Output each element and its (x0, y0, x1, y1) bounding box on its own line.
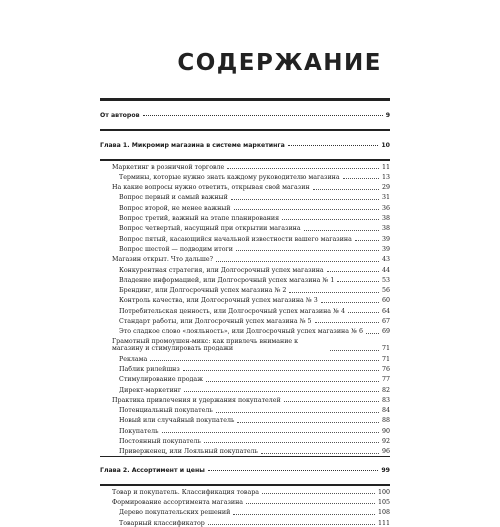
dot-leader (208, 470, 379, 471)
dot-leader (150, 360, 379, 361)
toc-page-number: 77 (381, 376, 390, 384)
toc-entry[interactable] (100, 171, 390, 181)
toc-entry-title: На какие вопросы нужно ответить, открывая свой магазин (112, 184, 310, 192)
toc-entry[interactable] (100, 383, 390, 393)
toc-entry-title: Формирование ассортимента магазина (112, 498, 244, 506)
toc-page-number: 71 (381, 345, 390, 353)
dot-leader (262, 493, 375, 494)
dot-leader (236, 250, 379, 251)
toc-entry-title: Стандарт работы, или Долгосрочный успех магазина № 5 (119, 318, 312, 326)
toc-entry-title: Вопрос третий, важный на этапе планирования (119, 215, 280, 223)
toc-entry[interactable] (100, 212, 390, 222)
toc-page-number: 83 (381, 396, 390, 404)
toc-entry[interactable] (100, 315, 390, 325)
toc-entry-title: Директ-маркетинг (119, 386, 182, 394)
toc-page-number: 60 (381, 297, 390, 305)
toc-entry-title: Стимулирование продаж (119, 376, 203, 384)
toc-entry[interactable] (100, 222, 390, 232)
toc-entry[interactable] (100, 373, 390, 383)
toc-entry-title: Новый или случайный покупатель (119, 417, 235, 425)
toc-page-number: 69 (381, 328, 390, 336)
toc-entry[interactable] (100, 486, 390, 496)
dot-leader (343, 178, 379, 179)
dot-leader (233, 514, 375, 515)
dot-leader (206, 381, 379, 382)
dot-leader (162, 432, 379, 433)
toc-entry[interactable] (100, 496, 390, 506)
dot-leader (231, 199, 379, 200)
toc-page-number: 44 (381, 266, 390, 274)
toc-entry-title: Дерево покупательских решений (119, 509, 231, 517)
toc-entry[interactable] (100, 274, 390, 284)
dot-leader (246, 503, 375, 504)
dot-leader (288, 145, 379, 146)
toc-entry-title: Это сладкое слово «лояльность», или Долгосрочный успех магазина № 6 (119, 328, 363, 336)
toc-entry-title: Вопрос шестой — подводим итоги (119, 245, 233, 253)
toc-entry-title: Практика привлечения и удержания покупателей (112, 396, 281, 404)
toc-page-number: 84 (381, 407, 390, 415)
toc-page-number: 38 (381, 225, 390, 233)
toc-chapter-ch1[interactable] (100, 131, 390, 161)
toc-entry[interactable] (100, 516, 390, 526)
toc-entry-title: Потребительская ценность, или Долгосрочный успех магазина № 4 (119, 307, 346, 315)
dot-leader (282, 219, 379, 220)
toc-entry[interactable] (100, 191, 390, 201)
dot-leader (337, 281, 379, 282)
toc-entry-title: Вопрос пятый, касающийся начальной известности вашего магазина (119, 235, 352, 243)
toc-entry-title: Вопрос четвертый, насущный при открытии магазина (119, 225, 301, 233)
toc-chapter-authors[interactable] (100, 101, 390, 131)
dot-leader (366, 333, 379, 334)
toc-page-number: 36 (381, 204, 390, 212)
toc-entry-title: Магазин открыт. Что дальше? (112, 256, 213, 264)
toc-chapter-ch2[interactable] (100, 456, 390, 486)
toc-page-number: 82 (381, 386, 390, 394)
toc-entry-title: Термины, которые нужно знать каждому руководителю магазина (119, 173, 340, 181)
dot-leader (216, 261, 379, 262)
toc-entry[interactable] (100, 284, 390, 294)
section-divider (100, 456, 390, 458)
toc-entry[interactable] (100, 325, 390, 335)
dot-leader (216, 412, 379, 413)
dot-leader (204, 442, 379, 443)
toc-entry[interactable] (100, 435, 390, 445)
toc-page-number: 88 (381, 417, 390, 425)
toc-entry-title: От авторов (100, 112, 140, 119)
toc-entry-title: Маркетинг в розничной торговле (112, 163, 225, 171)
toc-page-number: 96 (381, 448, 390, 456)
page-title: СОДЕРЖАНИЕ (177, 50, 382, 76)
toc-entry[interactable] (100, 161, 390, 171)
toc-page-number: 9 (385, 112, 390, 119)
toc-page-number: 39 (381, 245, 390, 253)
toc-page-number: 39 (381, 235, 390, 243)
dot-leader (284, 401, 379, 402)
dot-leader (237, 422, 379, 423)
toc-entry-title: Товар и покупатель. Классификация товара (112, 488, 260, 496)
toc-entry-title: Брендинг, или Долгосрочный успех магазина № 2 (119, 287, 287, 295)
toc-entry[interactable] (100, 394, 390, 404)
toc-page-number: 67 (381, 318, 390, 326)
toc-entry[interactable] (100, 202, 390, 212)
dot-leader (208, 524, 375, 525)
dot-leader (315, 322, 379, 323)
toc-entry-title: Постоянный покупатель (119, 438, 201, 446)
toc-entry[interactable] (100, 181, 390, 191)
toc-entry-title: Вопрос первый и самый важный (119, 194, 228, 202)
dot-leader (184, 391, 379, 392)
dot-leader (261, 453, 379, 454)
toc-page-number: 43 (381, 256, 390, 264)
toc-entry[interactable] (100, 294, 390, 304)
toc-entry[interactable] (100, 353, 390, 363)
toc-page-number: 13 (381, 173, 390, 181)
dot-leader (327, 271, 379, 272)
toc-page-number: 90 (381, 427, 390, 435)
toc-page-number: 29 (381, 184, 390, 192)
dot-leader (234, 209, 379, 210)
toc-page-number: 92 (381, 438, 390, 446)
toc-page-number: 111 (377, 519, 390, 527)
toc-entry-title: Покупатель (119, 427, 159, 435)
toc-entry[interactable] (100, 233, 390, 243)
dot-leader (355, 240, 379, 241)
dot-leader (348, 312, 379, 313)
dot-leader (289, 292, 379, 293)
toc-page-number: 31 (381, 194, 390, 202)
toc-entry[interactable] (100, 506, 390, 516)
toc-entry[interactable] (100, 425, 390, 435)
toc-page-number: 10 (381, 142, 390, 149)
toc-page-number: 71 (381, 355, 390, 363)
toc-entry-title: Приверженец, или Лояльный покупатель (119, 448, 258, 456)
toc-page-number: 105 (377, 498, 390, 506)
dot-leader (304, 230, 379, 231)
toc-entry-title: Паблик рилейшнз (119, 365, 180, 373)
toc-page-number: 11 (381, 163, 390, 171)
toc-page-number: 38 (381, 215, 390, 223)
toc-entry-title: Владение информацией, или Долгосрочный успех магазина № 1 (119, 276, 335, 284)
toc-entry-title: Потенциальный покупатель (119, 407, 213, 415)
toc-entry-title: Грамотный промоушен-микс: как привлечь внимание к магазину и стимулировать продажи (112, 338, 299, 353)
toc-page-number: 56 (381, 287, 390, 295)
toc-entry[interactable] (100, 253, 390, 263)
dot-leader (183, 370, 379, 371)
toc-page-number: 64 (381, 307, 390, 315)
toc-page-number: 108 (377, 509, 390, 517)
toc-page-number: 100 (377, 488, 390, 496)
toc-entry[interactable] (100, 414, 390, 424)
table-of-contents (100, 98, 390, 527)
toc-entry[interactable] (100, 363, 390, 373)
toc-entry[interactable] (100, 336, 390, 353)
dot-leader (143, 115, 383, 116)
toc-page-number: 76 (381, 365, 390, 373)
dot-leader (227, 168, 379, 169)
toc-page-number: 99 (381, 467, 390, 475)
toc-entry-title: Вопрос второй, не менее важный (119, 204, 231, 212)
toc-entry[interactable] (100, 263, 390, 273)
toc-entry-title: Контроль качества, или Долгосрочный успех магазина № 3 (119, 297, 318, 305)
toc-entry[interactable] (100, 404, 390, 414)
dot-leader (330, 350, 379, 351)
toc-entry-title: Реклама (119, 355, 148, 363)
toc-entry[interactable] (100, 305, 390, 315)
toc-entry[interactable] (100, 445, 390, 455)
dot-leader (321, 302, 379, 303)
toc-entry-title: Конкурентная стратегия, или Долгосрочный успех магазина (119, 266, 324, 274)
toc-entry-title: Глава 2. Ассортимент и цены (100, 467, 205, 475)
toc-page-number: 53 (381, 276, 390, 284)
dot-leader (313, 189, 379, 190)
toc-entry-title: Глава 1. Микромир магазина в системе маркетинга (100, 142, 285, 149)
toc-entry-title: Товарный классификатор (119, 519, 205, 527)
toc-entry[interactable] (100, 243, 390, 253)
